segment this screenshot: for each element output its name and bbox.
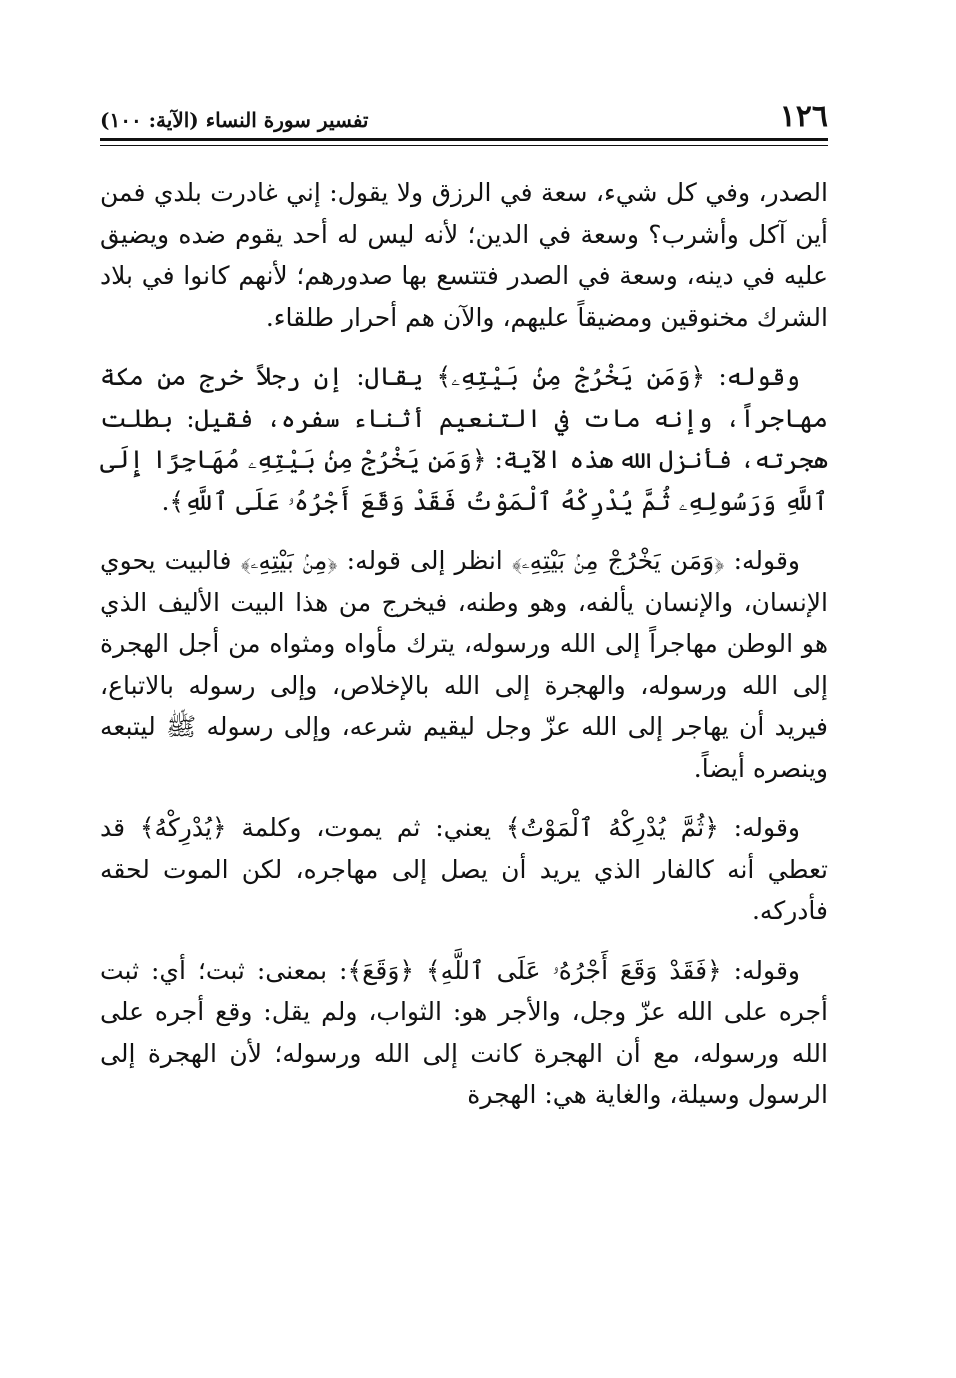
paragraph-5: وقوله: ﴿فَقَدْ وَقَعَ أَجْرُهُۥ عَلَى ٱللَّهِ﴾ ﴿وَقَعَ﴾: بمعنى: ثبت؛ أي: ثبت أجره على الله عزّ وجل، والأجر هو: الثواب، ولم يقل: وقع أجره على الله ورسوله، مع أن الهجرة كانت إلى الله ورسوله؛ لأن الهجرة إلى الرسول وسيلة، والغاية هي: الهجرة: [100, 955, 828, 1109]
paragraph-1: الصدر، وفي كل شيء، سعة في الرزق ولا يقول: إني غادرت بلدي فمن أين آكل وأشرب؟ وسعة في الدين؛ لأنه ليس له أحد يقوم ضده ويضيق عليه في دينه، وسعة في الصدر فتتسع بها صدورهم؛ لأنهم كانوا في بلاد الشرك مخنوقين ومضيقاً عليهم، والآن هم أحرار طلقاء.: [100, 178, 828, 332]
paragraph-4: وقوله: ﴿ثُمَّ يُدْرِكْهُ ٱلْمَوْتُ﴾ يعني: ثم يموت، وكلمة ﴿يُدْرِكْهُ﴾ قد تعطي أنه كالفار الذي يريد أن يصل إلى مهاجره، لكن الموت لحقه فأدركه.: [100, 813, 828, 925]
paragraph-2: وقوله: ﴿وَمَن يَخْرُجْ مِنۢ بَيْتِهِۦ﴾ يقال: إن رجلاً خرج من مكة مهاجراً، وإنه مات في التنعيم أثناء سفره، فقيل: بطلت هجرته، فأنزل الله هذه الآية: ﴿وَمَن يَخْرُجْ مِنۢ بَيْتِهِۦ مُهَاجِرًا إِلَى ٱللَّهِ وَرَسُولِهِۦ ثُمَّ يُدْرِكْهُ ٱلْمَوْتُ فَقَدْ وَقَعَ أَجْرُهُۥ عَلَى ٱللَّهِ﴾.: [100, 362, 828, 516]
body-text: [100, 172, 828, 1134]
running-title: تفسير سورة النساء (الآية: ١٠٠): [100, 108, 369, 132]
header-rule-thin: [100, 145, 828, 146]
paragraph-3: وقوله: ﴿وَمَن يَخْرُجْ مِنۢ بَيْتِهِۦ﴾ انظر إلى قوله: ﴿مِنۢ بَيْتِهِۦ﴾ فالبيت يحوي الإنسان، والإنسان يألفه، وهو وطنه، فيخرج من هذا البيت الأليف الذي هو الوطن مهاجراً إلى الله ورسوله، يترك مأواه ومثواه من أجل الهجرة إلى الله ورسوله، والهجرة إلى الله بالإخلاص، وإلى رسوله بالاتباع، فيريد أن يهاجر إلى الله عزّ وجل ليقيم شرعه، وإلى رسوله ﷺ ليتبعه وينصره أيضاً.: [100, 546, 828, 783]
page-number: ١٢٦: [779, 99, 828, 134]
header-rule-thick: [100, 138, 828, 141]
page-header: [100, 92, 828, 132]
